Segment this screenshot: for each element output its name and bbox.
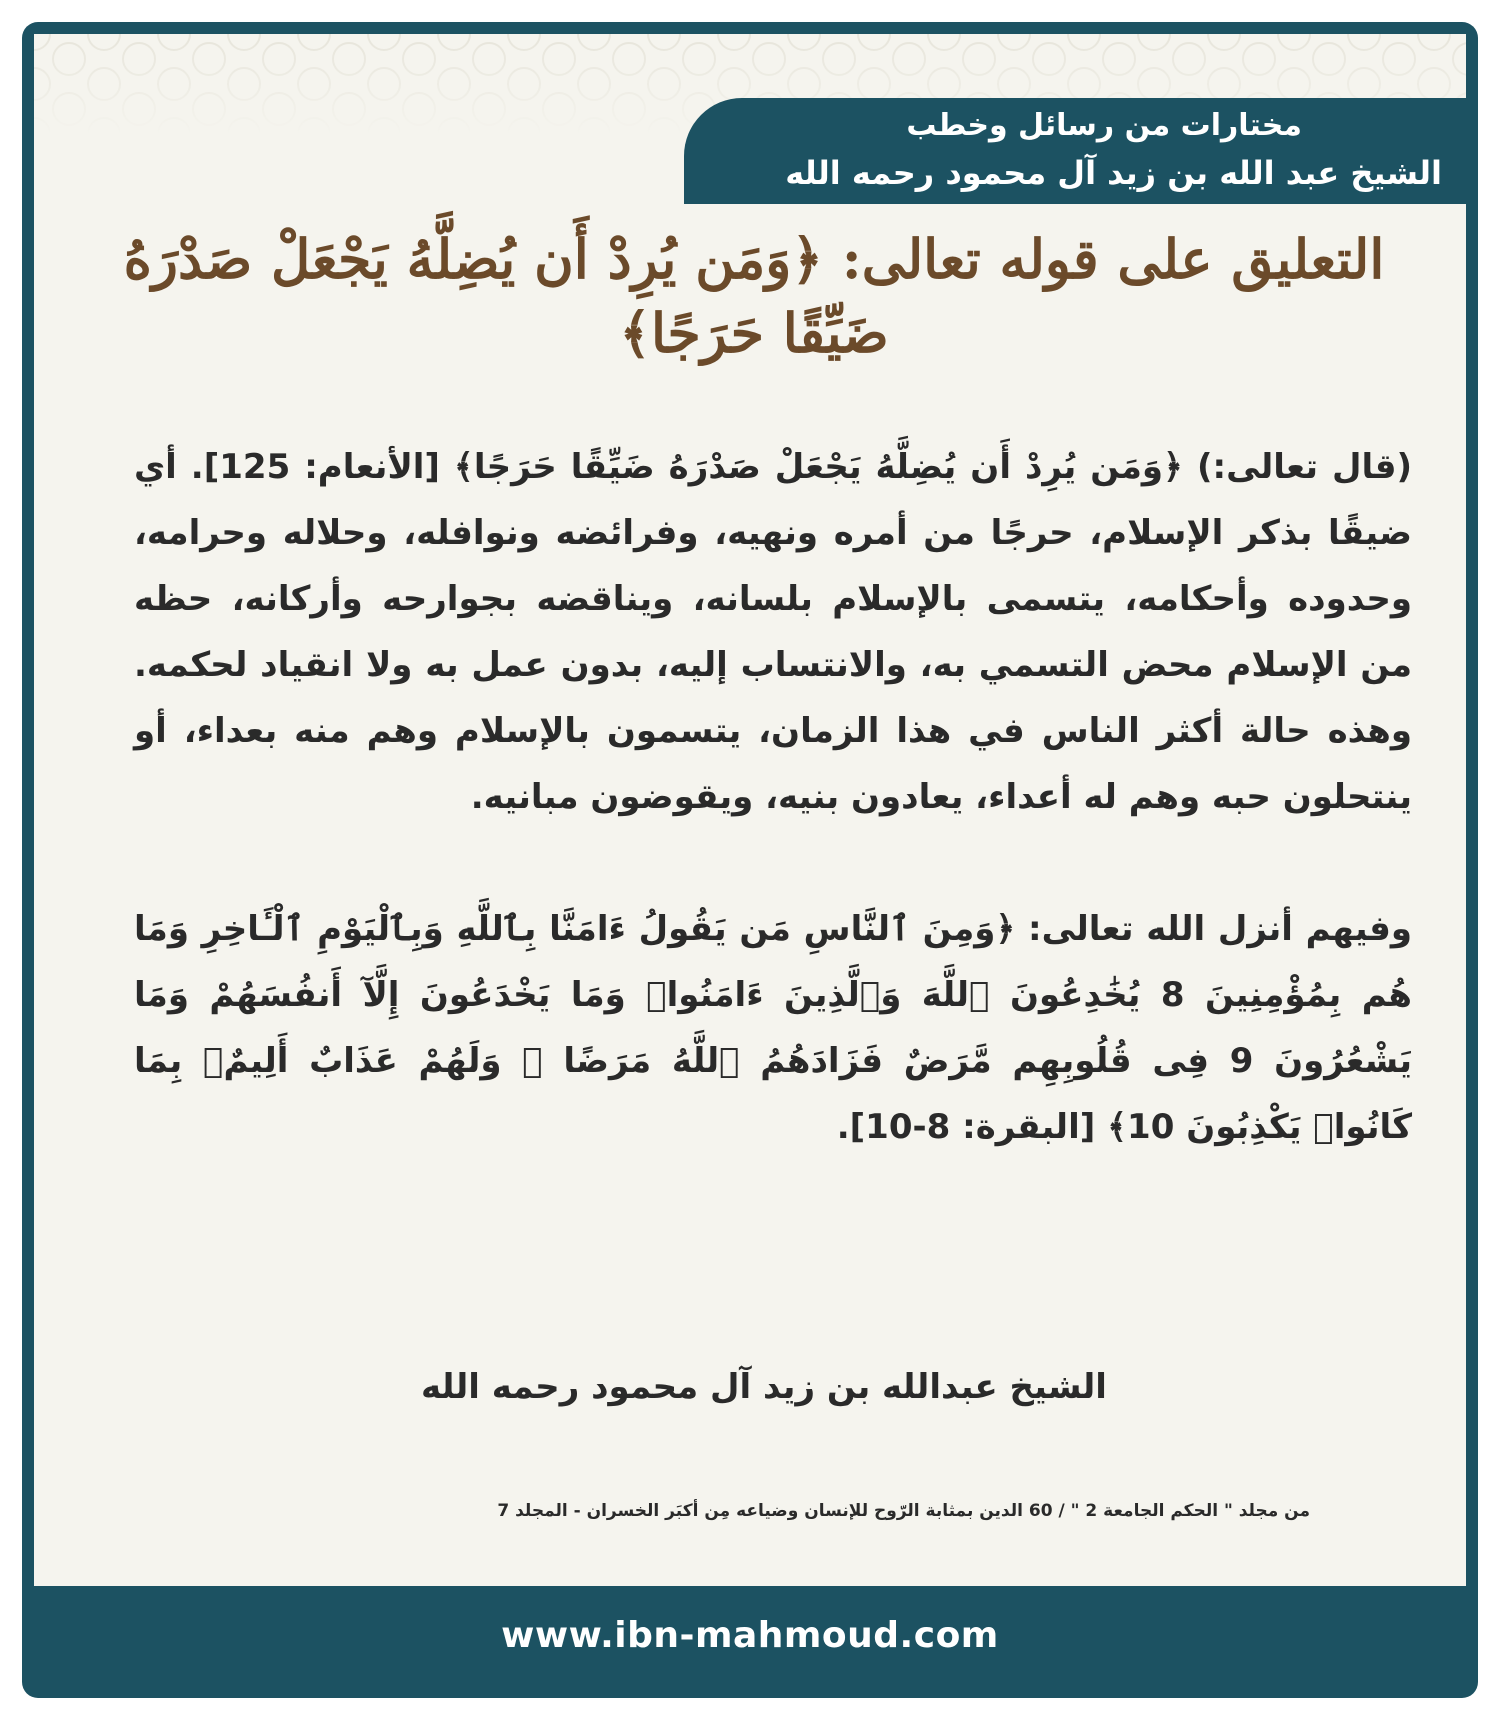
body-paragraph-2: وفيهم أنزل الله تعالى: ﴿وَمِنَ ٱلنَّاسِ مَن يَقُولُ ءَامَنَّا بِٱللَّهِ وَبِٱلْيَوْمِ ٱلْـَٔاخِرِ وَمَا هُم بِمُؤْمِنِينَ 8 يُخَٰدِعُونَ ٱللَّهَ وَٱلَّذِينَ ءَامَنُوا۟ وَمَا يَخْدَعُونَ إِلَّآ أَنفُسَهُمْ وَمَا يَشْعُرُونَ 9 فِى قُلُوبِهِم مَّرَضٌ فَزَادَهُمُ ٱللَّهُ مَرَضًا ۖ وَلَهُمْ عَذَابٌ أَلِيمٌۢ بِمَا كَانُوا۟ يَكْذِبُونَ 10﴾ [البقرة: 8-10]. — [134, 909, 1413, 1147]
website-url[interactable]: www.ibn-mahmoud.com — [501, 1615, 999, 1656]
article-title: التعليق على قوله تعالى: ﴿وَمَن يُرِدْ أَن يُضِلَّهُ يَجْعَلْ صَدْرَهُ ضَيِّقًا حَرَجًا﴾ — [123, 227, 1385, 365]
header-banner — [684, 98, 1466, 204]
header-series-title: مختارات من رسائل وخطب — [906, 108, 1302, 143]
author-signature: الشيخ عبدالله بن زيد آل محمود رحمه الله — [421, 1367, 1107, 1407]
content-panel — [34, 34, 1466, 1586]
article-body — [134, 434, 1412, 1160]
card-frame — [22, 22, 1478, 1698]
header-author: الشيخ عبد الله بن زيد آل محمود رحمه الله — [785, 154, 1442, 192]
source-reference: من مجلد " الحكم الجامعة 2 " / 60 الدين بمثابة الرّوح للإنسان وضياعه مِن أكبَر الخسران - المجلد 7 — [497, 1501, 1310, 1521]
body-paragraph-1: (قال تعالى:) ﴿وَمَن يُرِدْ أَن يُضِلَّهُ يَجْعَلْ صَدْرَهُ ضَيِّقًا حَرَجًا﴾ [الأنعام: 125]. أي ضيقًا بذكر الإسلام، حرجًا من أمره ونهيه، وفرائضه ونوافله، وحلاله وحرامه، وحدوده وأحكامه، يتسمى بالإسلام بلسانه، ويناقضه بجوارحه وأركانه، حظه من الإسلام محض التسمي به، والانتساب إليه، بدون عمل به ولا انقياد لحكمه. وهذه حالة أكثر الناس في هذا الزمان، يتسمون بالإسلام وهم منه بعداء، أو ينتحلون حبه وهم له أعداء، يعادون بنيه، ويقوضون مبانيه. — [134, 447, 1413, 817]
